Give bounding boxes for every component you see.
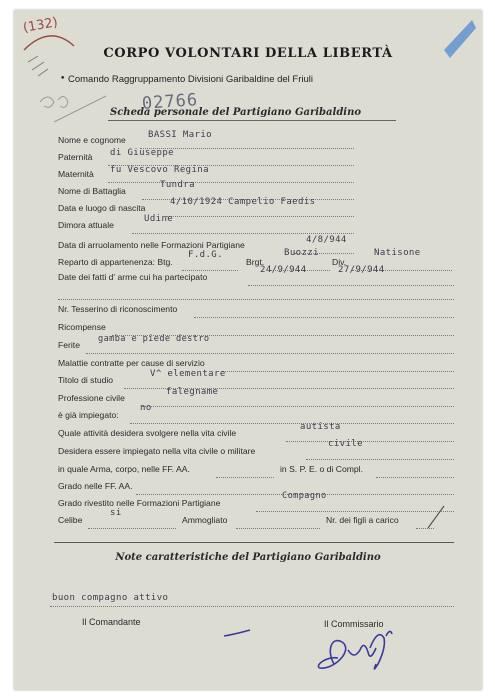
notes-value: buon compagno attivo xyxy=(52,593,169,603)
ammogliato-label: Ammogliato xyxy=(182,515,228,525)
nome-value: BASSI Mario xyxy=(148,130,213,140)
div-value: Natisone xyxy=(374,248,421,258)
maternita-label: Maternità xyxy=(58,169,94,179)
arma-label: in quale Arma, corpo, nelle FF. AA. xyxy=(58,464,190,474)
spe-label: in S. P. E. o di Compl. xyxy=(280,464,363,474)
battaglia-value: Tundra xyxy=(160,180,195,190)
paternita-value: di Giuseppe xyxy=(110,148,175,158)
ferite-label: Ferite xyxy=(58,340,80,350)
command-subtitle: Comando Raggruppamento Divisioni Garibaldine del Friuli xyxy=(68,74,314,85)
form-sheet xyxy=(14,10,482,690)
pencil-slash-mark xyxy=(428,506,444,528)
red-pencil-arc xyxy=(24,36,74,50)
grado-label: Grado nelle FF. AA. xyxy=(58,481,133,491)
commissario-label: Il Commissario xyxy=(324,619,384,629)
brgt-label: Brgt. xyxy=(246,257,265,267)
battaglia-label: Nome di Battaglia xyxy=(58,186,126,196)
nascita-label: Data e luogo di nascita xyxy=(58,203,146,213)
grado-rivestito-label: Grado rivestito nelle Formazioni Partigiane xyxy=(58,498,221,508)
desidera-label: Desidera essere impiegato nella vita civile o militare xyxy=(58,446,256,456)
grado-rivestito-value: Compagno xyxy=(282,491,327,501)
fatti-label: Date dei fatti d' arme cui ha partecipato xyxy=(58,272,208,282)
pencil-faint-mark xyxy=(40,96,106,122)
arruolamento-value: 4/8/944 xyxy=(306,235,347,245)
form-title: Scheda personale del Partigiano Garibaldino xyxy=(110,107,362,118)
paternita-label: Paternità xyxy=(58,152,93,162)
impiegato-value: no xyxy=(140,403,152,413)
celibe-label: Celibe xyxy=(58,515,83,525)
document-title: CORPO VOLONTARI DELLA LIBERTÀ xyxy=(103,46,393,61)
reparto-btg-value: F.d.G. xyxy=(188,250,223,260)
tesserino-label: Nr. Tesserino di riconoscimento xyxy=(58,304,178,314)
professione-label: Professione civile xyxy=(58,393,125,403)
comandante-label: Il Comandante xyxy=(82,617,141,627)
celibe-value: si xyxy=(110,508,122,518)
malattie-label: Malattie contratte per cause di servizio xyxy=(58,358,205,368)
nascita-value: 4/10/1924 Campelio Faedis xyxy=(170,197,316,207)
notes-title: Note caratteristiche del Partigiano Garibaldino xyxy=(115,552,381,563)
dimora-label: Dimora attuale xyxy=(58,220,114,230)
professione-value: falegname xyxy=(166,387,219,397)
commissario-signature xyxy=(318,631,392,669)
brgt-value: Buozzi xyxy=(284,248,319,258)
dimora-value: Udine xyxy=(144,214,174,224)
attivita-label: Quale attività desidera svolgere nella vita civile xyxy=(58,428,237,438)
studio-label: Titolo di studio xyxy=(58,375,114,385)
reparto-label: Reparto di appartenenza: Btg. xyxy=(58,257,173,267)
studio-value: V^ elementare xyxy=(150,369,226,379)
pencil-registration-number: 02766 xyxy=(141,90,199,114)
handwritten-archive-number: (132) xyxy=(21,15,60,36)
maternita-value: fu Vescovo Regina xyxy=(110,165,209,175)
ink-marks xyxy=(14,10,482,690)
nome-label: Nome e cognome xyxy=(58,135,126,145)
pencil-scribble-mark xyxy=(28,56,48,76)
ferite-value: gamba e piede destro xyxy=(98,334,210,344)
desidera-value: civile xyxy=(328,439,363,449)
attivita-value: autista xyxy=(300,422,341,432)
fatti-value-2: 27/9/944 xyxy=(338,265,385,275)
bullet-dot: • xyxy=(60,74,66,84)
div-label: Div. xyxy=(332,257,347,267)
ricompense-label: Ricompense xyxy=(58,322,106,332)
figli-label: Nr. dei figli a carico xyxy=(326,515,399,525)
fatti-value-1: 24/9/944 xyxy=(260,265,307,275)
impiegato-label: è già impiegato: xyxy=(58,410,119,420)
arruolamento-label: Data di arruolamento nelle Formazioni Partigiane xyxy=(58,240,245,250)
blue-stamp-mark xyxy=(444,20,476,58)
blue-check-mark xyxy=(224,630,250,636)
